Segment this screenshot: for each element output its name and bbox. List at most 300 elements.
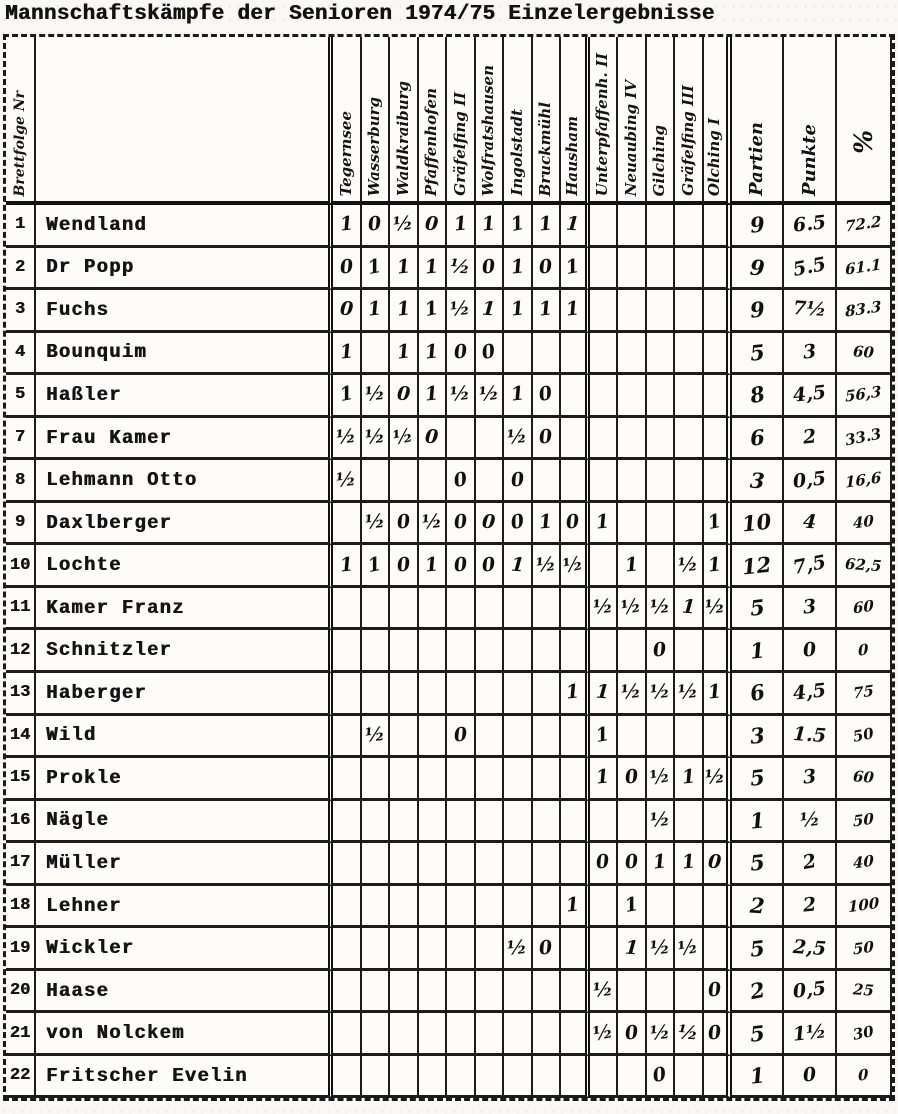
result-cell-label: 0 [480,255,497,279]
result-cell [476,673,505,716]
result-cell [647,1056,676,1099]
result-cell [447,630,476,673]
board-number-cell [6,205,36,248]
player-name-cell-label: Frau Kamer [46,426,173,449]
result-cell [504,673,533,716]
percent-cell [837,801,892,844]
result-cell [390,588,419,631]
result-cell [390,545,419,588]
player-name-cell-label: Wild [46,724,97,747]
result-cell-label: ½ [648,807,671,832]
partien-cell [732,716,784,759]
percent-cell [837,886,892,929]
result-cell [333,928,362,971]
result-cell [447,971,476,1014]
board-number-cell-label: 4 [14,342,26,362]
result-cell [704,375,733,418]
result-cell-label: 1 [338,553,354,577]
result-cell-label: ½ [647,764,672,791]
board-number-cell [6,1013,36,1056]
result-cell [533,545,562,588]
result-cell [533,673,562,716]
opponent-column-header-label: Ingolstadt [507,109,526,196]
result-cell-label: 1 [395,297,411,321]
result-cell-label: ½ [335,467,358,492]
punkte-cell-label: 4,5 [791,381,828,408]
partien-cell [732,333,784,376]
opponent-column-header [333,37,362,205]
board-number-cell [6,716,36,759]
result-cell [618,758,647,801]
result-cell [447,248,476,291]
punkte-cell [784,375,837,418]
punkte-cell [784,248,837,291]
player-name-cell [36,290,333,333]
result-cell [675,588,704,631]
result-cell-label: 1 [680,595,696,619]
result-cell [704,673,733,716]
partien-cell [732,1013,784,1056]
punkte-cell-label: 1½ [791,1019,828,1046]
result-cell-label: 1 [366,552,384,577]
result-cell-label: 1 [706,553,723,577]
result-cell [476,418,505,461]
summary-column-header [732,37,784,205]
result-cell-label: 0 [537,425,554,449]
summary-column-header-label: Punkte [798,124,820,196]
summary-column-header-label: % [849,130,878,154]
result-cell [333,503,362,546]
player-name-cell [36,248,333,291]
result-cell-label: 0 [452,723,468,747]
result-cell-label: 1 [366,297,383,321]
result-cell-label: 0 [338,297,354,321]
result-cell [504,1013,533,1056]
opponent-column-header-label: Wasserburg [365,96,384,196]
partien-cell-label: 1 [748,637,766,664]
result-cell-label: 0 [623,850,639,875]
result-cell [333,1013,362,1056]
result-cell [419,290,448,333]
punkte-cell [784,801,837,844]
result-cell [590,503,619,546]
result-cell [333,545,362,588]
result-cell-label: 0 [451,467,469,492]
partien-cell [732,418,784,461]
result-cell-label: 0 [395,383,411,406]
result-cell-label: 0 [594,850,611,875]
result-cell [704,1013,733,1056]
punkte-cell [784,418,837,461]
result-cell [618,1013,647,1056]
result-cell [704,1056,733,1099]
result-cell-label: 0 [651,1063,669,1088]
result-cell-label: 0 [651,638,668,662]
opponent-column-header [647,37,676,205]
result-cell [504,716,533,759]
result-cell-label: 1 [338,340,354,364]
opponent-column-header-label: Gräfelfing III [678,85,697,196]
result-cell [333,375,362,418]
percent-cell-label: 40 [852,851,875,873]
result-cell [362,545,391,588]
result-cell [333,630,362,673]
board-number-cell-label: 2 [14,257,26,277]
player-name-cell [36,928,333,971]
player-name-cell-label: Nägle [46,809,110,832]
partien-cell [732,290,784,333]
player-name-cell [36,716,333,759]
result-cell [533,1013,562,1056]
result-cell-label: 1 [452,212,468,236]
result-cell [390,460,419,503]
result-cell [533,886,562,929]
result-cell [504,503,533,546]
punkte-cell [784,758,837,801]
board-number-cell-label: 1 [14,215,26,235]
result-cell-label: ½ [677,680,700,705]
result-cell [590,758,619,801]
result-cell [476,503,505,546]
result-cell [419,758,448,801]
player-name-cell-label: Daxlberger [46,511,173,534]
result-cell [390,503,419,546]
opponent-column-header [390,37,419,205]
result-cell [618,801,647,844]
result-cell-label: 1 [481,297,497,321]
result-cell [362,1056,391,1099]
board-number-cell [6,630,36,673]
result-cell [647,375,676,418]
result-cell [504,886,533,929]
result-cell [647,205,676,248]
result-cell [647,460,676,503]
result-cell [476,460,505,503]
result-cell [561,1013,590,1056]
player-name-cell-label: Fuchs [46,298,110,321]
player-name-cell [36,460,333,503]
opponent-column-header [704,37,733,205]
result-cell-label: 0 [508,510,526,535]
result-cell [590,290,619,333]
result-cell [333,205,362,248]
partien-cell [732,205,784,248]
punkte-cell-label: 2 [800,850,818,875]
player-name-cell [36,205,333,248]
result-cell-label: 1 [423,382,440,407]
result-cell [618,886,647,929]
result-cell [504,545,533,588]
result-cell [704,205,733,248]
percent-cell [837,460,892,503]
result-cell-label: 1 [565,212,581,236]
result-cell [590,928,619,971]
player-name-cell-label: Müller [46,851,122,874]
player-name-cell-label: Haberger [46,681,147,704]
result-cell [533,503,562,546]
result-cell [704,545,733,588]
result-cell [419,971,448,1014]
corner-header-brettfolge-nr [6,37,36,205]
result-cell-label: ½ [449,255,471,279]
result-cell-label: 0 [424,425,440,449]
result-cell [675,928,704,971]
result-cell [447,290,476,333]
result-cell [590,1056,619,1099]
punkte-cell-label: 2 [801,893,818,917]
result-cell [419,545,448,588]
result-cell [333,333,362,376]
result-cell [419,928,448,971]
result-cell [362,503,391,546]
result-cell [447,588,476,631]
result-cell [533,758,562,801]
result-cell [362,758,391,801]
player-name-cell [36,375,333,418]
percent-cell-label: 62,5 [844,554,883,575]
player-name-cell [36,801,333,844]
result-cell [390,375,419,418]
punkte-cell-label: 2 [801,425,818,449]
result-cell-label: ½ [392,212,415,237]
board-number-cell [6,460,36,503]
result-cell [675,630,704,673]
partien-cell-label: 9 [748,296,766,324]
result-cell [561,418,590,461]
result-cell [362,460,391,503]
opponent-column-header-label: Gräfelfing II [450,92,469,196]
percent-cell [837,503,892,546]
percent-cell-label: 61.1 [845,255,882,279]
result-cell [333,1056,362,1099]
board-number-cell [6,333,36,376]
board-number-cell-label: 11 [9,598,31,618]
result-cell [390,1056,419,1099]
result-cell [333,801,362,844]
result-cell [504,375,533,418]
result-cell-label: 0 [707,851,723,874]
result-cell [419,503,448,546]
punkte-cell-label: 4,5 [791,679,828,705]
punkte-cell-label: 7,5 [791,550,828,579]
result-cell [362,290,391,333]
partien-cell-label: 5 [748,1019,766,1047]
percent-cell-label: 0 [857,1065,869,1085]
result-cell [504,588,533,631]
result-cell [618,630,647,673]
opponent-column-header [419,37,448,205]
result-cell [675,248,704,291]
player-name-cell-label: Wendland [46,213,147,236]
result-cell [447,545,476,588]
result-cell [362,928,391,971]
percent-cell [837,375,892,418]
partien-cell-label: 9 [748,211,766,238]
punkte-cell-label: 4 [802,510,817,534]
board-number-cell-label: 10 [9,555,31,575]
result-cell-label: 1 [595,680,611,704]
summary-column-header [837,37,892,205]
result-cell [504,928,533,971]
result-cell [704,801,733,844]
player-name-cell-label: Lehmann Otto [46,469,198,492]
result-cell-label: 1 [338,212,354,236]
partien-cell [732,248,784,291]
result-cell [333,460,362,503]
percent-cell [837,1056,892,1099]
result-cell [390,758,419,801]
punkte-cell [784,290,837,333]
punkte-cell-label: 3 [801,340,818,364]
result-cell [390,971,419,1014]
board-number-cell-label: 9 [14,513,26,533]
result-cell [561,290,590,333]
result-cell-label: 1 [622,892,640,918]
board-number-cell [6,1056,36,1099]
result-cell [390,716,419,759]
punkte-cell-label: 0,5 [791,977,828,1003]
result-cell-label: 0 [338,255,354,279]
result-cell [504,418,533,461]
result-cell [590,971,619,1014]
result-cell [561,460,590,503]
partien-cell-label: 2 [748,892,766,919]
percent-cell-label: 60 [852,342,875,362]
percent-cell-label: 50 [852,809,875,831]
result-cell [390,886,419,929]
percent-cell [837,418,892,461]
result-cell [618,290,647,333]
punkte-cell-label: 1.5 [792,722,827,747]
board-number-cell [6,545,36,588]
player-name-cell [36,588,333,631]
opponent-column-header-label: Bruckmühl [536,101,555,196]
percent-cell-label: 0 [857,639,869,660]
board-number-cell-label: 3 [14,300,26,320]
result-cell-label: 1 [423,255,440,279]
percent-cell [837,545,892,588]
board-number-cell [6,928,36,971]
result-cell-label: 1 [509,297,525,321]
result-cell [419,248,448,291]
result-cell [476,375,505,418]
result-cell [533,460,562,503]
result-cell-label: 0 [537,255,554,279]
percent-cell [837,630,892,673]
player-name-cell [36,418,333,461]
player-name-cell-label: von Nolckem [46,1022,185,1045]
result-cell [476,545,505,588]
result-cell [447,928,476,971]
result-cell-label: 1 [480,212,497,236]
result-cell [561,630,590,673]
board-number-cell-label: 16 [9,810,31,830]
result-cell [647,843,676,886]
result-cell-label: ½ [561,551,585,578]
result-cell-label: 1 [537,510,554,534]
result-cell [561,1056,590,1099]
result-cell [561,248,590,291]
result-cell [590,886,619,929]
punkte-cell [784,545,837,588]
result-cell [390,928,419,971]
board-number-cell [6,588,36,631]
player-name-cell-label: Fritscher Evelin [46,1064,248,1087]
result-cell [590,375,619,418]
punkte-cell [784,460,837,503]
percent-cell-label: 60 [852,767,875,788]
result-cell-label: 0 [452,340,468,364]
result-cell [533,716,562,759]
percent-cell [837,971,892,1014]
partien-cell [732,758,784,801]
partien-cell-label: 9 [748,254,766,281]
result-cell [561,375,590,418]
percent-cell [837,716,892,759]
result-cell [533,588,562,631]
punkte-cell-label: 5.5 [791,252,828,281]
percent-cell [837,1013,892,1056]
result-cell [675,333,704,376]
board-number-cell [6,418,36,461]
result-cell [390,418,419,461]
result-cell-label: 1 [594,722,612,747]
result-cell [419,333,448,376]
percent-cell-label: 75 [852,681,875,703]
result-cell-label: 1 [623,936,639,959]
result-cell-label: 0 [452,553,468,577]
punkte-cell [784,1013,837,1056]
partien-cell-label: 5 [748,849,766,877]
result-cell [362,248,391,291]
result-cell-label: ½ [677,1020,699,1045]
punkte-cell [784,333,837,376]
result-cell-label: ½ [648,1020,671,1045]
board-number-cell [6,886,36,929]
player-name-cell-label: Lochte [46,554,122,577]
result-cell [533,801,562,844]
partien-cell-label: 8 [747,381,767,409]
result-cell-label: 0 [623,765,639,790]
result-cell [647,758,676,801]
percent-cell [837,673,892,716]
result-cell [704,716,733,759]
document-title: Mannschaftskämpfe der Senioren 1974/75 Einzelergebnisse [5,3,715,26]
result-cell [533,205,562,248]
result-cell [590,801,619,844]
result-cell [561,716,590,759]
punkte-cell [784,1056,837,1099]
board-number-cell-label: 20 [9,981,31,1001]
result-cell [675,545,704,588]
result-cell [618,418,647,461]
result-cell [333,290,362,333]
result-cell-label: 1 [423,553,440,577]
result-cell-label: ½ [534,552,557,577]
result-cell [419,843,448,886]
opponent-column-header-label: Pfaffenhofen [422,87,441,196]
partien-cell [732,843,784,886]
punkte-cell [784,716,837,759]
result-cell-label: 1 [395,340,411,364]
result-cell-label: ½ [703,765,726,790]
result-cell [362,205,391,248]
result-cell-label: 0 [623,1021,639,1045]
partien-cell [732,460,784,503]
result-cell [419,460,448,503]
result-cell [704,928,733,971]
punkte-cell-label: 6.5 [791,211,828,237]
